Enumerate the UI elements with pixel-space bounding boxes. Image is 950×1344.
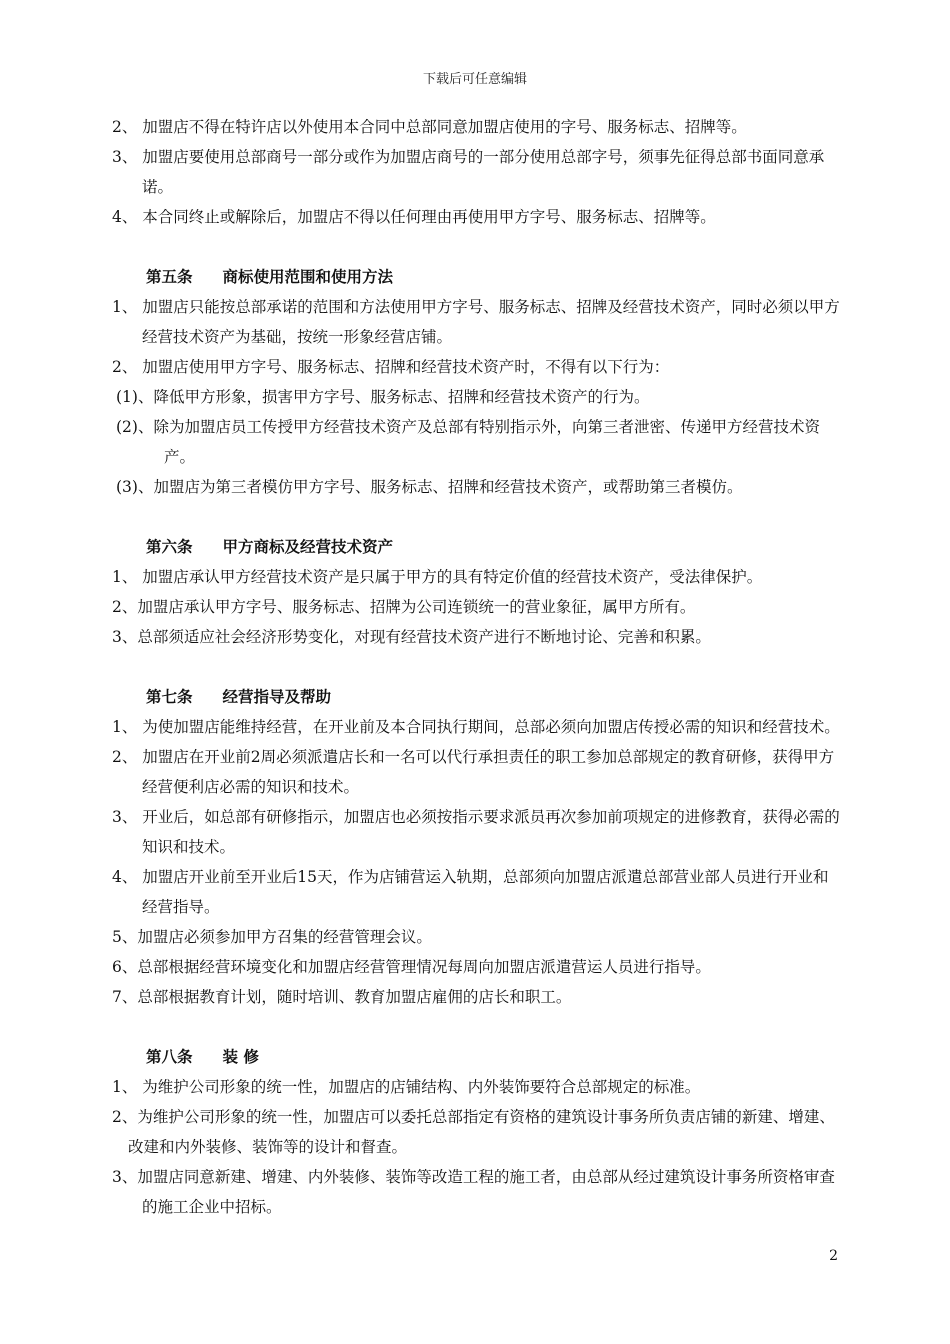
- clause-item: 3、总部须适应社会经济形势变化，对现有经营技术资产进行不断地讨论、完善和积累。: [112, 628, 711, 646]
- section-heading-8: [112, 1042, 842, 1072]
- section-number: 第七条: [146, 687, 193, 706]
- clause-item: 2、 加盟店在开业前2周必须派遣店长和一名可以代行承担责任的职工参加总部规定的教育研修，获得甲方经营便利店必需的知识和技术。: [112, 748, 835, 796]
- clause-item: 2、 加盟店使用甲方字号、服务标志、招牌和经营技术资产时，不得有以下行为：: [112, 358, 670, 376]
- clause-item: 5、加盟店必须参加甲方召集的经营管理会议。: [112, 928, 432, 946]
- document-body: [112, 112, 842, 1222]
- clause-item: 4、 加盟店开业前至开业后15天，作为店铺营运入轨期，总部须向加盟店派遣总部营业部人员进行开业和经营指导。: [112, 868, 829, 916]
- sub-clause-item: (3)、加盟店为第三者模仿甲方字号、服务标志、招牌和经营技术资产，或帮助第三者模仿。: [116, 478, 743, 496]
- section-number: 第五条: [146, 267, 193, 286]
- section-heading-5: [112, 262, 842, 292]
- page-header: 下载后可任意编辑: [422, 72, 527, 87]
- section-title: 经营指导及帮助: [222, 687, 332, 706]
- section-title: 甲方商标及经营技术资产: [222, 537, 394, 556]
- clause-item: 3、 开业后，如总部有研修指示，加盟店也必须按指示要求派员再次参加前项规定的进修教育，获得必需的知识和技术。: [112, 808, 840, 856]
- clause-item: 6、总部根据经营环境变化和加盟店经营管理情况每周向加盟店派遣营运人员进行指导。: [112, 958, 711, 976]
- clause-item: 3、 加盟店要使用总部商号一部分或作为加盟店商号的一部分使用总部字号，须事先征得总部书面同意承诺。: [112, 148, 825, 196]
- sub-clause-item: (1)、降低甲方形象，损害甲方字号、服务标志、招牌和经营技术资产的行为。: [116, 388, 650, 406]
- clause-item: 1、 为使加盟店能维持经营，在开业前及本合同执行期间，总部必须向加盟店传授必需的知识和经营技术。: [112, 718, 840, 736]
- clause-item: 1、 加盟店只能按总部承诺的范围和方法使用甲方字号、服务标志、招牌及经营技术资产，同时必须以甲方经营技术资产为基础，按统一形象经营店铺。: [112, 298, 840, 346]
- section-heading-7: [112, 682, 842, 712]
- clause-item: 7、总部根据教育计划，随时培训、教育加盟店雇佣的店长和职工。: [112, 988, 572, 1006]
- section-number: 第六条: [146, 537, 193, 556]
- clause-item: 2、加盟店承认甲方字号、服务标志、招牌为公司连锁统一的营业象征，属甲方所有。: [112, 598, 696, 616]
- section-number: 第八条: [146, 1047, 193, 1066]
- section-heading-6: [112, 532, 842, 562]
- clause-item: 3、加盟店同意新建、增建、内外装修、装饰等改造工程的施工者，由总部从经过建筑设计事务所资格审查的施工企业中招标。: [112, 1168, 835, 1216]
- section-title: 装 修: [222, 1047, 259, 1066]
- clause-item: 2、为维护公司形象的统一性，加盟店可以委托总部指定有资格的建筑设计事务所负责店铺的新建、增建、改建和内外装修、装饰等的设计和督查。: [112, 1108, 835, 1156]
- clause-item: 2、 加盟店不得在特许店以外使用本合同中总部同意加盟店使用的字号、服务标志、招牌等。: [112, 118, 747, 136]
- section-title: 商标使用范围和使用方法: [222, 267, 394, 286]
- clause-item: 1、 加盟店承认甲方经营技术资产是只属于甲方的具有特定价值的经营技术资产，受法律保护。: [112, 568, 763, 586]
- clause-item: 1、 为维护公司形象的统一性，加盟店的店铺结构、内外装饰要符合总部规定的标准。: [112, 1078, 701, 1096]
- sub-clause-item: (2)、除为加盟店员工传授甲方经营技术资产及总部有特别指示外，向第三者泄密、传递甲方经营技术资产。: [116, 418, 820, 466]
- clause-item: 4、 本合同终止或解除后，加盟店不得以任何理由再使用甲方字号、服务标志、招牌等。: [112, 208, 716, 226]
- page-number: 2: [829, 1248, 838, 1264]
